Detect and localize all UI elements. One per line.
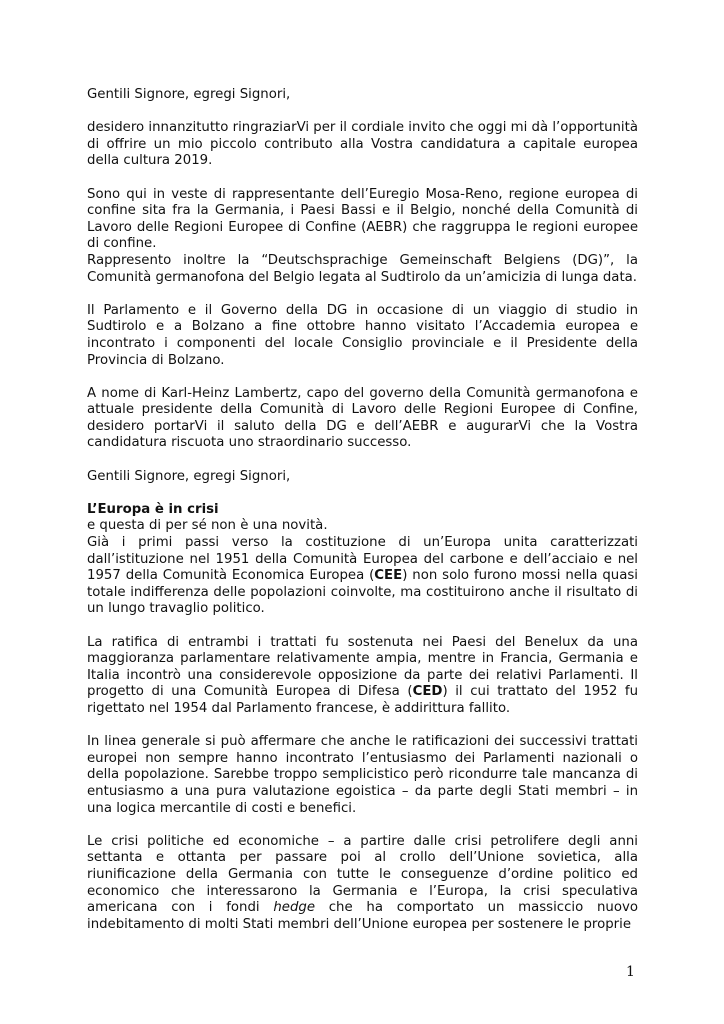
- document-page: [87, 87, 638, 933]
- paragraph-cee: [87, 535, 638, 618]
- paragraph-ced-text-1: La ratifica di entrambi i trattati fu sostenuta nei Paesi del Benelux da una maggioranza parlamentare relativamente ampia, mentre in Francia, Germania e Italia incontrò una considerevole opposizione da parte dei relativi Parlamenti. Il progetto di una Comunità Europea di Difesa (: [87, 634, 638, 700]
- section-heading-text: L’Europa è in crisi: [87, 501, 219, 517]
- paragraph-crises-text-2: che ha comportato un massiccio nuovo indebitamento di molti Stati membri dell’Unione europea per sostenere le proprie: [87, 900, 638, 932]
- paragraph-thanks: desidero innanzitutto ringraziarVi per il cordiale invito che oggi mi dà l’opportunità di offrire un mio piccolo contributo alla Vostra candidatura a capitale europea della cultura 2019.: [87, 120, 638, 169]
- paragraph-crises-text-1: Le crisi politiche ed economiche – a partire dalle crisi petrolifere degli anni settanta e ottanta per passare poi al crollo dell’Unione sovietica, alla riunificazione della Germania con tutte le conseguenze d’ordine politico ed economico che interessarono la Germania e l’Europa, la crisi speculativa americana con i fondi: [87, 833, 638, 916]
- paragraph-greetings: A nome di Karl-Heinz Lambertz, capo del governo della Comunità germanofona e attuale presidente della Comunità di Lavoro delle Regioni Europee di Confine, desidero portarVi il saluto della DG e dell’AEBR e augurarVi che la Vostra candidatura riscuota uno straordinario successo.: [87, 385, 638, 451]
- paragraph-cee-text-1: Già i primi passi verso la costituzione di un’Europa unita caratterizzati dall’istituzione nel 1951 della Comunità Europea del carbone e dell’acciaio e nel 1957 della Comunità Economica Europea (: [87, 535, 638, 584]
- paragraph-dg: Rappresento inoltre la “Deutschsprachige Gemeinschaft Belgiens (DG)”, la Comunità germanofona del Belgio legata al Sudtirolo da un’amicizia di lunga data.: [87, 252, 638, 285]
- paragraph-ced: [87, 635, 638, 718]
- section-heading: [87, 502, 638, 519]
- paragraph-visit: Il Parlamento e il Governo della DG in occasione di un viaggio di studio in Sudtirolo e a Bolzano a fine ottobre hanno visitato l’Accademia europea e incontrato i componenti del locale Consiglio provinciale e il Presidente della Provincia di Bolzano.: [87, 302, 638, 368]
- paragraph-euregio: Sono qui in veste di rappresentante dell’Euregio Mosa-Reno, regione europea di confine sita fra la Germania, i Paesi Bassi e il Belgio, nonché della Comunità di Lavoro delle Regioni Europee di Confine (AEBR) che raggruppa le regioni europee di confine.: [87, 186, 638, 252]
- page-number: 1: [626, 964, 635, 980]
- paragraph-ced-text-2: ) il cui trattato del 1952 fu rigettato nel 1954 dal Parlamento francese, è addirittura fallito.: [87, 684, 638, 716]
- paragraph-cee-text-2: ) non solo furono mossi nella quasi totale indifferenza delle popolazioni coinvolte, ma costituirono anche il risultato di un lungo travaglio politico.: [87, 568, 638, 617]
- paragraph-ratification: In linea generale si può affermare che anche le ratificazioni dei successivi trattati europei non sempre hanno incontrato l’entusiasmo dei Parlamenti nazionali o della popolazione. Sarebbe troppo semplicistico però ricondurre tale mancanza di entusiasmo a una pura valutazione egoistica – da parte degli Stati membri – in una logica mercantile di costi e benefici.: [87, 734, 638, 816]
- abbr-ced: CED: [412, 684, 443, 700]
- paragraph-crises: [87, 834, 638, 934]
- greeting-opening: Gentili Signore, egregi Signori,: [87, 87, 291, 102]
- italic-hedge: hedge: [273, 900, 316, 916]
- greeting-second: Gentili Signore, egregi Signori,: [87, 468, 291, 484]
- abbr-cee: CEE: [374, 568, 403, 584]
- section-intro: e questa di per sé non è una novità.: [87, 518, 328, 534]
